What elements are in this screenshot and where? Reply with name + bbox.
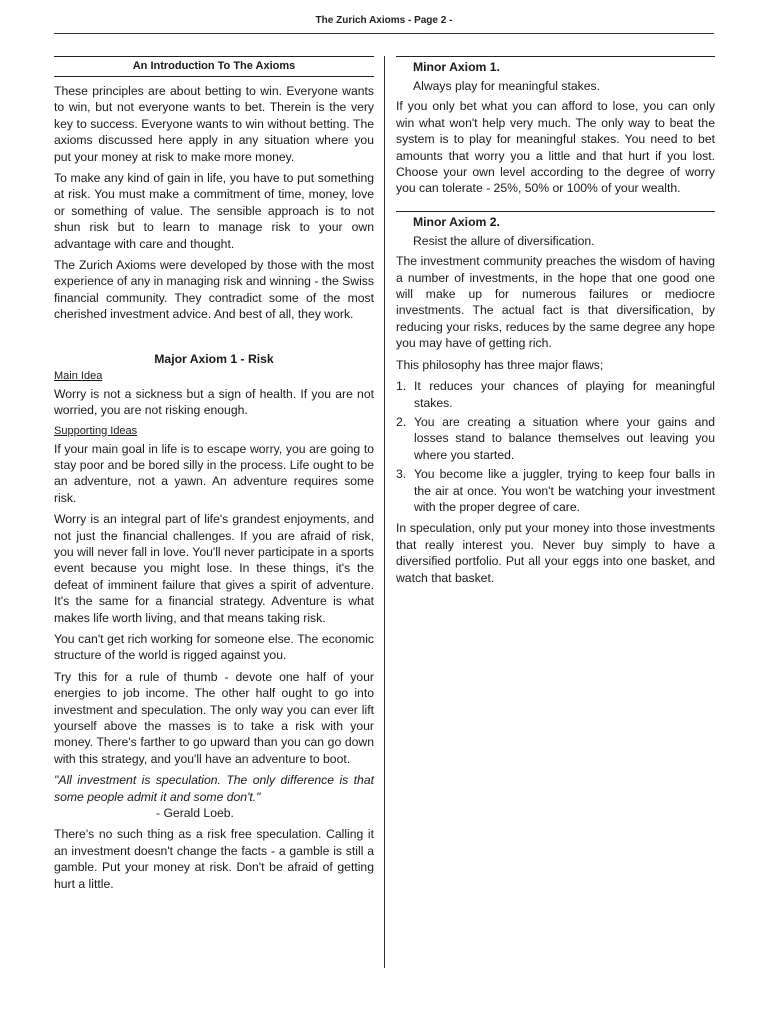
left-column (54, 56, 374, 897)
flaws-intro: This philosophy has three major flaws; (396, 357, 604, 372)
supporting-paragraph: Worry is an integral part of life's grandest enjoyments, and not just the financial challenges. If you are afraid of risk, you will never fall in love. You'll never participate in a sports event because you might lose. In these things, it's the defeat of imminent failure that gives a spirit of adventure. It's the same for a financial strategy. Adventure is what makes life worth living, and that means taking risk. (54, 512, 374, 625)
main-idea-text: Worry is not a sickness but a sign of health. If you are not worried, you are not risking enough. (54, 386, 374, 418)
flaws-list (396, 378, 715, 515)
main-idea-label: Main Idea (54, 369, 103, 382)
intro-paragraph: These principles are about betting to win. Everyone wants to win, but not everyone wants to bet. Therein is the very key to success. Everyone wants to win without betting. The axioms discussed here apply in any situation where you put your money at risk to make more money. (54, 84, 374, 164)
minor-axiom-1-subtitle: Always play for meaningful stakes. (413, 79, 600, 93)
minor-axiom-2-text: The investment community preaches the wisdom of having a number of investments, in the hope that one good one will make up for numerous failures or mediocre investments. The actual fact is that diversification, by reducing your risks, reduces by the same degree any hope you may have of getting rich. (396, 254, 715, 351)
page-header: The Zurich Axioms - Page 2 - (315, 15, 453, 26)
quote-attribution: - Gerald Loeb. (156, 806, 234, 821)
list-item: 2. You are creating a situation where your gains and losses stand to balance themselves out leaving you where you started. (396, 414, 715, 462)
list-item: 3. You become like a juggler, trying to keep four balls in the air at once. You won't be watching your investment with the proper degree of care. (396, 467, 715, 514)
column-divider (384, 56, 385, 968)
minor-axiom-1-title: Minor Axiom 1. (396, 56, 715, 75)
intro-paragraph: To make any kind of gain in life, you have to put something at risk. You must make a commitment of time, money, love or something of value. The sensible approach is to not shun risk but to learn to manage risk to your own advantage with care and thought. (54, 171, 374, 251)
supporting-paragraph: You can't get rich working for someone else. The economic structure of the world is rigged against you. (54, 631, 374, 663)
minor-axiom-2-subtitle: Resist the allure of diversification. (413, 233, 595, 248)
supporting-paragraph: Try this for a rule of thumb - devote one half of your energies to job income. The other half ought to go into investment and speculation. The only way you can ever lift yourself above the masses is to take a risk with your money. There's farther to go upward than you can go down with this strategy, and you'll have an adventure to boot. (54, 669, 374, 766)
minor-axiom-1-text: If you only bet what you can afford to lose, you can only win what won't help very much. The only way to beat the system is to play for meaningful stakes. You need to bet amounts that worry you a little and that hurt if you lost. Choose your own level according to the degree of worry you can tolerate - 25%, 50% or 100% of your wealth. (396, 99, 715, 196)
major-axiom-title: Major Axiom 1 - Risk (154, 351, 274, 366)
right-column (396, 56, 715, 591)
intro-paragraph: The Zurich Axioms were developed by those with the most experience of any in managing risk and winning - the Swiss financial community. They contradict some of the most cherished investment advice. And best of all, they work. (54, 258, 374, 322)
supporting-ideas-label: Supporting Ideas (54, 424, 138, 437)
supporting-paragraph: If your main goal in life is to escape worry, you are going to stay poor and be bored silly in the process. Life ought to be an adventure, not a yawn. An adventure requires some risk. (54, 441, 374, 505)
intro-title: An Introduction To The Axioms (54, 56, 374, 77)
quote: "All investment is speculation. The only difference is that some people admit it and some don't." (54, 773, 374, 804)
minor-axiom-2-title: Minor Axiom 2. (396, 211, 715, 230)
right-closing-paragraph: In speculation, only put your money into those investments that really interest you. Never buy simply to have a diversified portfolio. Put all your eggs into one basket, and watch that basket. (396, 521, 715, 585)
header-rule (54, 33, 714, 34)
list-item: 1. It reduces your chances of playing for meaningful stakes. (396, 379, 715, 410)
closing-paragraph: There's no such thing as a risk free speculation. Calling it an investment doesn't change the facts - a gamble is still a gamble. Put your money at risk. Don't be afraid of getting hurt a little. (54, 827, 374, 891)
